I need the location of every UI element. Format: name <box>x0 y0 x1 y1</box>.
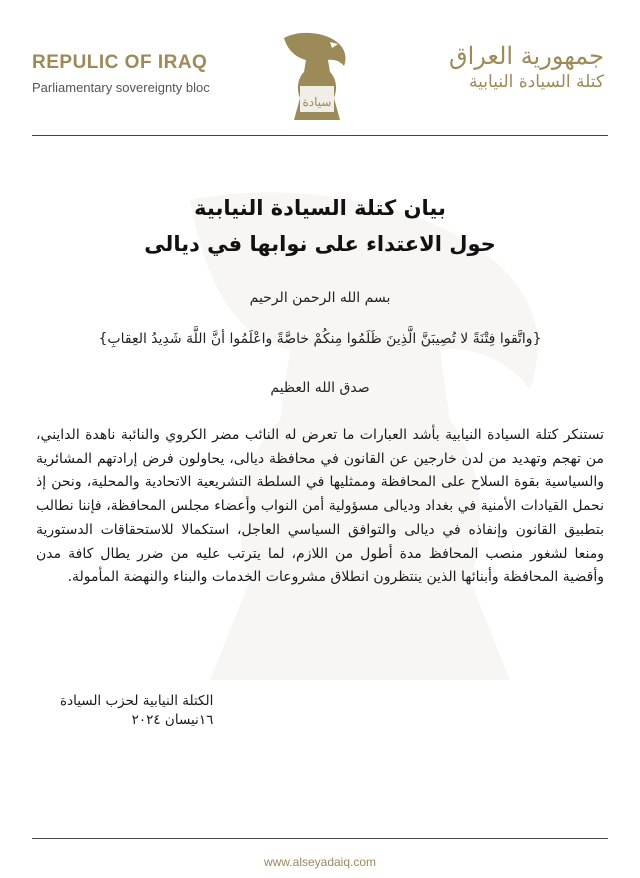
quran-verse: {واتَّقوا فِتْنَةً لا تُصِيبَنَّ الَّذِينَ ظَلَمُوا مِنكُمْ خاصَّةً واعْلَمُوا أنَّ اللَّهَ شَدِيدُ العِقابِ} <box>98 331 542 347</box>
bloc-subtitle: Parliamentary sovereignty bloc <box>32 80 210 95</box>
statement-subtitle: حول الاعتداء على نوابها في ديالى <box>144 232 496 256</box>
eagle-logo-icon <box>278 28 356 124</box>
country-title: REPULIC OF IRAQ <box>32 52 208 73</box>
header-arabic <box>449 42 604 92</box>
bloc-name-arabic: كتلة السيادة النيابية <box>469 72 604 92</box>
footer-divider <box>32 838 608 839</box>
statement-title: بيان كتلة السيادة النيابية <box>194 196 446 220</box>
signature-date: ١٦نيسان ٢٠٢٤ <box>131 712 214 728</box>
header-english <box>32 52 210 95</box>
signature-org: الكتلة النيابية لحزب السيادة <box>60 693 214 709</box>
signature-block <box>60 692 213 730</box>
statement-body: تستنكر كتلة السيادة النيابية بأشد العبارات ما تعرض له النائب مضر الكروي والنائبة ناهدة الدايني، من تهجم وتهديد من لدن خارجين عن القانون في محافظة ديالى، يحاولون فرض إرادتهم المشائرية والسياسية بقوة السلاح على المحافظة وممثليها في السلطة التشريعية الاتحادية والمحلية، ونحن إذ نحمل القيادات الأمنية في بغداد وديالى مسؤولية أمن النواب وأعضاء مجلس المحافظة، فإننا نطالب بتطبيق القانون وإنفاذه في ديالى والتوافق السياسي العاجل، استكمالا للاستحقاقات الدستورية ومنعا لشغور منصب المحافظ مدة أطول من اللازم، لما يترتب عليه من ضرر يطال كافة مدن وأقضية المحافظة وأبنائها الذين ينتظرون انطلاق مشروعات الخدمات والبناء والنهضة المأمولة. <box>36 427 604 586</box>
basmala: بسم الله الرحمن الرحيم <box>249 290 391 306</box>
website-link[interactable]: www.alseyadaiq.com <box>263 855 377 869</box>
verse-closing: صدق الله العظيم <box>270 380 370 396</box>
logo-text: سيادة <box>302 95 332 109</box>
header-divider <box>32 135 608 136</box>
country-title-arabic: جمهورية العراق <box>448 42 604 70</box>
